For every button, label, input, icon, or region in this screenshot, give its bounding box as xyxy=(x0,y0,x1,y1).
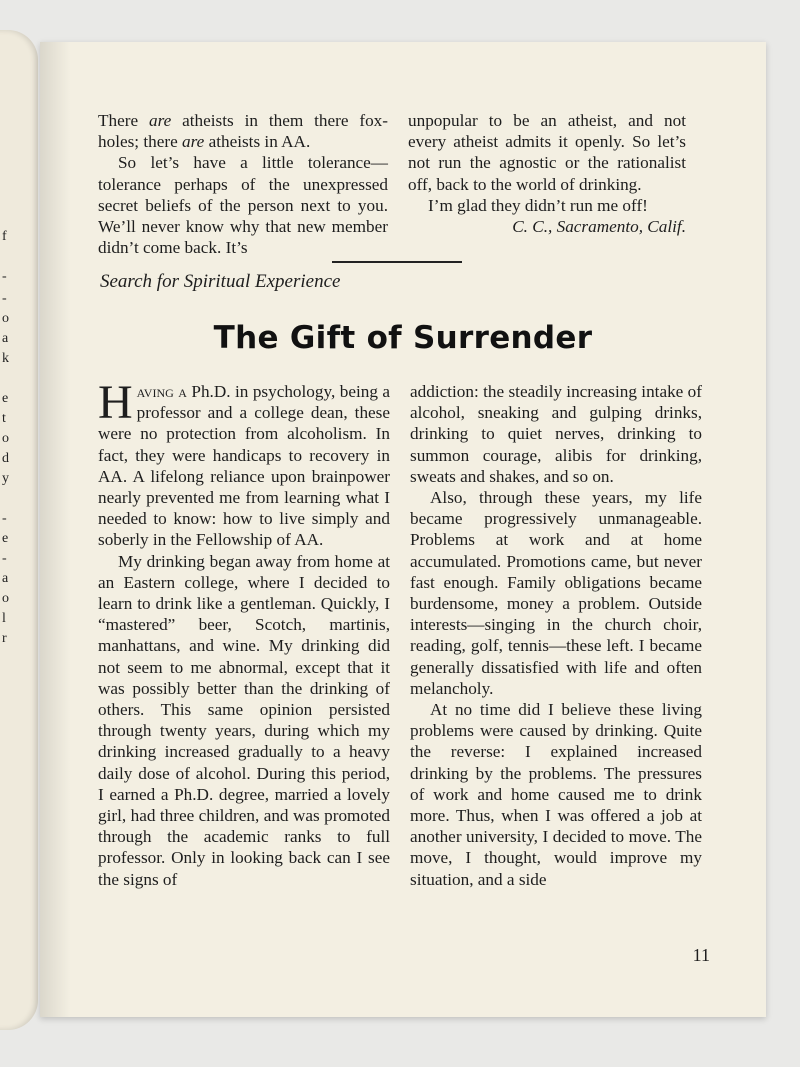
top-left-column xyxy=(98,110,388,258)
section-divider xyxy=(332,261,462,263)
gutter-shadow xyxy=(40,42,70,1017)
text-span: atheists in them there fox-holes; there xyxy=(98,111,388,152)
section-label: Search for Spiritual Experience xyxy=(100,271,341,292)
article-title: The Gift of Surrender xyxy=(213,320,593,356)
left-page-edge xyxy=(0,30,38,1030)
left-page-fragment: t xyxy=(2,411,6,426)
body-left-paragraph-1 xyxy=(98,376,390,551)
top-right-paragraph-2: I’m glad they didn’t run me off! xyxy=(428,195,648,215)
top-left-paragraph-1 xyxy=(98,110,388,152)
body-right-paragraph-2: Also, through these years, my life became progressively unmanageable. Problems at work and at home accumulated. Promotions came, but never fast enough. Family obligations became burdensome, money a problem. Outside interests—singing in the church choir, reading, golf, tennis—these left. I became generally dissatisfied with life and often melancholy. xyxy=(410,488,702,698)
left-page-fragment: y xyxy=(2,471,9,486)
left-page-fragment: a xyxy=(2,571,9,586)
left-page-fragment: l xyxy=(2,611,6,626)
drop-cap: H xyxy=(98,376,133,429)
top-right-paragraph-1: unpopular to be an atheist, and not every atheist admits it openly. So let’s not run the agnostic or the rationalist off, back to the world of drinking. xyxy=(408,111,686,194)
text-span: There xyxy=(98,111,149,130)
top-left-paragraph-2: So let’s have a little tolerance—tolerance perhaps of the unexpressed secret beliefs of the person next to you. We’ll never know why that new member didn’t come back. It’s xyxy=(98,153,388,258)
left-page-fragment: d xyxy=(2,451,9,466)
magazine-page xyxy=(40,42,766,1017)
signature: C. C., Sacramento, Calif. xyxy=(512,217,686,237)
body-left-paragraph-2: My drinking began away from home at an Eastern college, where I decided to learn to drink like a gentleman. Quickly, I “mastered” beer, Scotch, martinis, manhattans, and wine. My drinking did not seem to me abnormal, except that it was possibly better than the drinking of others. This same opinion persisted through twenty years, during which my drinking increased gradually to a heavy daily dose of alcohol. During this period, I earned a Ph.D. degree, married a lovely girl, had three children, and was promoted through the academic ranks to full professor. Only in looking back can I see the signs of xyxy=(98,551,390,889)
small-caps-lead: aving a xyxy=(136,382,187,401)
left-page-fragment: a xyxy=(2,331,9,346)
left-page-fragment: - xyxy=(2,511,7,526)
left-page-fragment: e xyxy=(2,391,9,406)
text-span: atheists in AA. xyxy=(204,132,311,152)
text-span: Ph.D. in psychology, being a professor and a college dean, these were no protection from alcoholism. In fact, they were handicaps to recovery in AA. A lifelong reliance upon brainpower nearly prevented me from learning what I needed to know: how to live simply and soberly in the Fellowship of AA. xyxy=(98,382,390,550)
left-page-fragment: r xyxy=(2,631,7,646)
body-right-paragraph-3: At no time did I believe these living problems were caused by drinking. Quite the reverse: I explained increased drinking by the problems. The pressures of work and home caused me to drink more. Thus, when I was offered a job at another university, I decided to move. The move, I thought, would improve my situation, and a side xyxy=(410,700,702,889)
left-page-fragment: o xyxy=(2,311,9,326)
body-right-column xyxy=(410,381,702,890)
top-right-column xyxy=(408,110,686,237)
left-page-fragment: o xyxy=(2,591,9,606)
left-page-fragment: e xyxy=(2,531,9,546)
body-right-paragraph-1: addiction: the steadily increasing intake of alcohol, sneaking and gulping drinks, drinking to quiet nerves, drinking to summon courage, alibis for drinking, sweats and shakes, and so on. xyxy=(410,382,702,486)
left-page-fragment: - xyxy=(2,269,7,284)
emphasis: are xyxy=(148,111,172,130)
left-page-fragment: - xyxy=(2,291,7,306)
emphasis: are xyxy=(182,132,205,152)
left-page-fragment: - xyxy=(2,551,7,566)
page-number: 11 xyxy=(692,945,710,965)
left-page-fragment: o xyxy=(2,431,9,446)
left-page-fragment: k xyxy=(2,351,9,366)
left-page-fragment: f xyxy=(2,229,7,244)
body-left-column xyxy=(98,376,390,890)
